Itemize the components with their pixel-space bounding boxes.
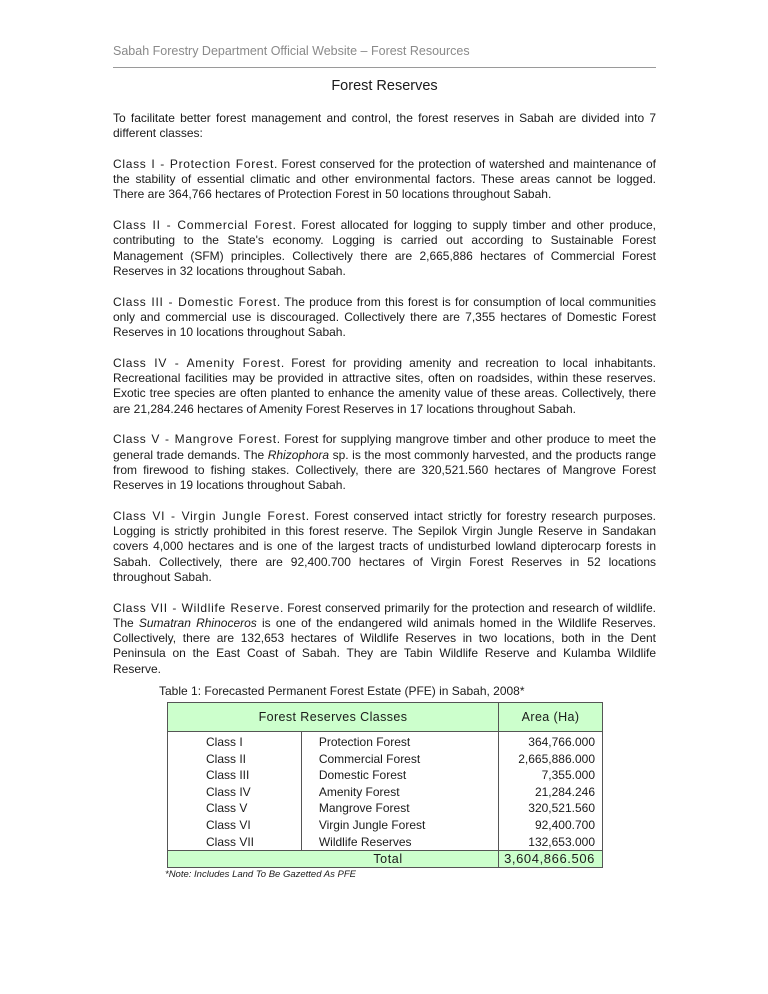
row-name: Commercial Forest (301, 751, 498, 768)
row-area: 320,521.560 (499, 800, 603, 817)
row-name: Domestic Forest (301, 767, 498, 784)
class-4-text: . Forest for providing amenity and recreation to local inhabitants. Recreational facilities may be provided in attractive sites, often on roadsides, within these reserves. Exotic tree species are often planted to enhance the amenity value of these areas. Collectively, there are 21,284.246 hectares of Amenity Forest Reserves in 17 locations throughout Sabah. (113, 355, 656, 416)
row-class: Class VII (168, 834, 302, 851)
class-2-text: . Forest allocated for logging to supply timber and other produce, contributing to the State's economy. Logging is carried out according to Sustainable Forest Management (SFM) principles. Collectively there are 2,665,886 hectares of Commercial Forest Reserves in 32 locations throughout Sabah. (113, 218, 656, 278)
class-5-species: Rhizophora (267, 447, 330, 462)
table-row (168, 767, 603, 784)
class-7-name: Class VII - Wildlife Reserve (113, 600, 281, 615)
intro-paragraph: To facilitate better forest management and control, the forest reserves in Sabah are divided into 7 different classes: (113, 111, 656, 141)
row-class: Class IV (168, 784, 302, 801)
row-area: 92,400.700 (499, 817, 603, 834)
table-row (168, 800, 603, 817)
class-7-text-after: is one of the endangered wild animals homed in the Wildlife Reserves. Collectively, there are 132,653 hectares of Wildlife Reserves in two locations, both in the Dent Peninsula on the East Coast of Sabah. They are Tabin Wildlife Reserve and Kulamba Wildlife Reserve. (113, 615, 656, 676)
row-name: Protection Forest (301, 732, 498, 751)
row-class: Class V (168, 800, 302, 817)
row-name: Mangrove Forest (301, 800, 498, 817)
total-row (168, 851, 603, 868)
class-6-text: . Forest conserved intact strictly for forestry research purposes. Logging is strictly prohibited in this forest reserve. The Sepilok Virgin Jungle Reserve in Sandakan covers 4,000 hectares and is one of the largest tracts of undisturbed lowland dipterocarp forests in Sabah. Collectively, there are 92,400.700 hectares of Virgin Forest Reserves in 52 locations throughout Sabah. (113, 508, 656, 584)
row-class: Class I (168, 732, 302, 751)
row-area: 132,653.000 (499, 834, 603, 851)
class-7-species: Sumatran Rhinoceros (138, 615, 257, 630)
site-header: Sabah Forestry Department Official Website – Forest Resources (113, 44, 470, 58)
row-class: Class III (168, 767, 302, 784)
class-6-name: Class VI - Virgin Jungle Forest (113, 508, 306, 523)
page-title: Forest Reserves (331, 78, 438, 94)
table-caption: Table 1: Forecasted Permanent Forest Estate (PFE) in Sabah, 2008* (159, 684, 525, 698)
table-row (168, 732, 603, 751)
row-area: 364,766.000 (499, 732, 603, 751)
row-area: 7,355.000 (499, 767, 603, 784)
class-5-paragraph (113, 432, 656, 493)
row-name: Virgin Jungle Forest (301, 817, 498, 834)
row-class: Class II (168, 751, 302, 768)
class-4-name: Class IV - Amenity Forest (113, 355, 281, 370)
pfe-table (167, 702, 603, 868)
row-area: 21,284.246 (499, 784, 603, 801)
class-7-text-before: . Forest conserved primarily for the protection and research of wildlife. The (113, 600, 657, 630)
header-divider (113, 67, 656, 68)
row-area: 2,665,886.000 (499, 751, 603, 768)
class-3-paragraph (113, 295, 656, 341)
class-5-text-after: sp. is the most commonly harvested, and the products range from firewood to fishing stakes. Collectively, there are 320,521.560 hectares of Mangrove Forest Reserves in 19 locations throughout Sabah. (113, 447, 656, 493)
class-2-name: Class II - Commercial Forest (113, 218, 293, 233)
total-value: 3,604,866.506 (499, 851, 603, 868)
table-note: *Note: Includes Land To Be Gazetted As PFE (165, 869, 356, 880)
table-row (168, 834, 603, 851)
row-name: Wildlife Reserves (301, 834, 498, 851)
class-1-paragraph (113, 157, 656, 203)
class-1-name: Class I - Protection Forest (113, 156, 274, 171)
table-row (168, 784, 603, 801)
class-6-paragraph (113, 509, 656, 585)
total-label: Total (168, 851, 499, 868)
body-text (113, 111, 656, 677)
class-3-text: . The produce from this forest is for consumption of local communities only and commercial use is discouraged. Collectively there are 7,355 hectares of Domestic Forest Reserves in 10 locations throughout Sabah. (113, 294, 656, 340)
class-7-paragraph (113, 601, 656, 677)
table-row (168, 817, 603, 834)
class-5-text-before: . Forest for supplying mangrove timber and other produce to meet the general trade demands. The (113, 432, 656, 462)
header-area: Area (Ha) (499, 703, 603, 732)
table-row (168, 751, 603, 768)
row-class: Class VI (168, 817, 302, 834)
class-1-text: . Forest conserved for the protection of watershed and maintenance of the stability of essential climatic and other environmental factors. These areas cannot be logged. There are 364,766 hectares of Protection Forest in 50 locations throughout Sabah. (113, 156, 657, 202)
class-5-name: Class V - Mangrove Forest (113, 432, 277, 447)
table-header-row (168, 703, 603, 732)
row-name: Amenity Forest (301, 784, 498, 801)
header-classes: Forest Reserves Classes (168, 703, 499, 732)
class-2-paragraph (113, 218, 656, 279)
class-3-name: Class III - Domestic Forest (113, 294, 277, 309)
class-4-paragraph (113, 356, 656, 417)
